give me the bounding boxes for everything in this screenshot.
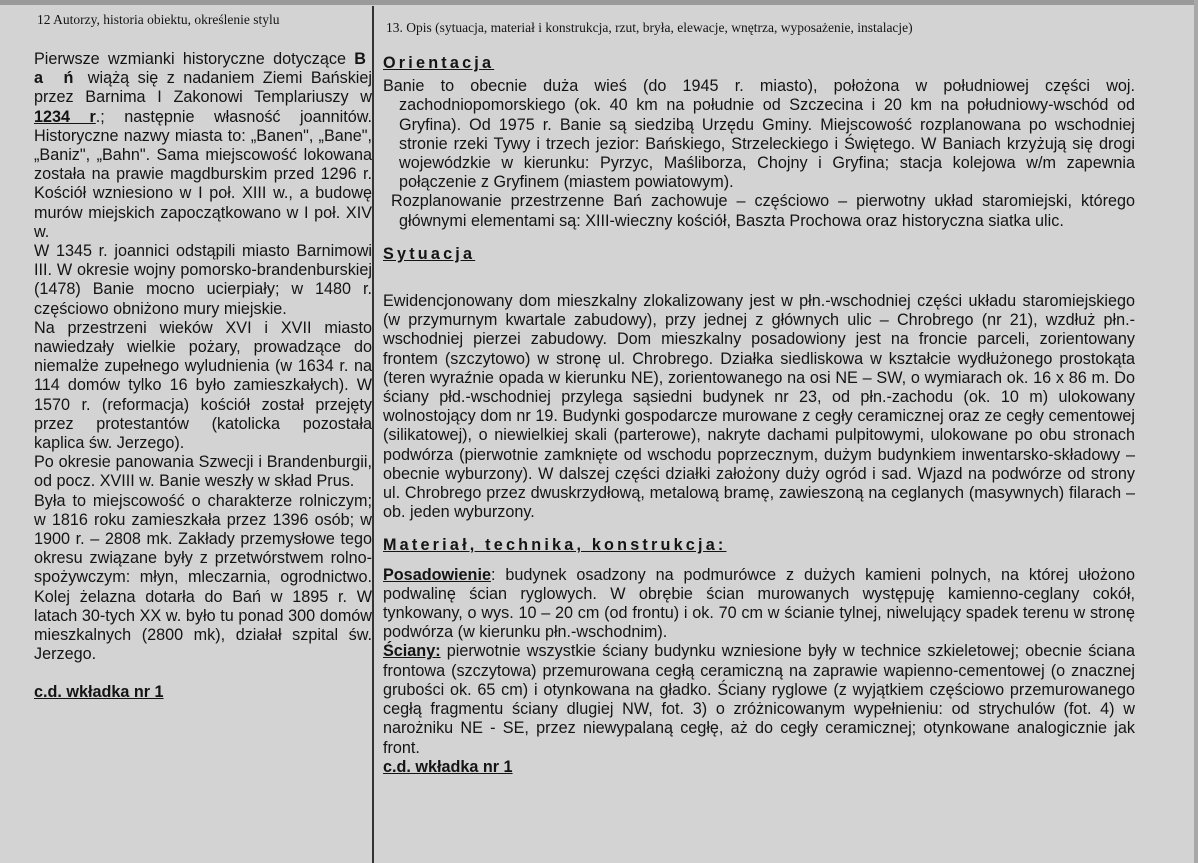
orientacja-paragraph-1: Banie to obecnie duża wieś (do 1945 r. miasto), położona w południowej części woj. zachodniopomorskiego (ok. 40 km na południe od Szczecina i 20 km na południowy-wschód od Gryfina). Od 1975 r. Banie są siedzibą Urzędu Gminy. Miejscowość rozplanowana po wschodniej stronie rzeki Tywy i trzech jezior: Bańskiego, Strzeleckiego i Świętego. W Baniach krzyżują się drogi wojewódzkie w kierunku: Pyrzyc, Maśliborza, Chojny i Gryfina; stacja kolejowa w/m zapewnia połączenie z Gryfinem (miastem powiatowym). [383, 77, 1135, 192]
sytuacja-paragraph: Ewidencjonowany dom mieszkalny zlokalizowany jest w płn.-wschodniej części układu staromiejskiego (w przymurnym kwartale zabudowy), przy jednej z głównych ulic – Chrobrego (nr 21), wzdłuż płn.-wschodniej pierzei zabudowy. Dom mieszkalny posadowiony jest na froncie parceli, zorientowany frontem (szczytowo) w stronę ul. Chrobrego. Działka siedliskowa w kształcie wydłużonego prostokąta (teren wyraźnie opada w kierunku NE), zorientowanego na osi NE – SW, o wymiarach ok. 16 x 86 m. Do ściany płd.-wschodniej przylega sąsiedni budynek nr 23, od płn.-zachodu (ok. 10 m) ulokowany wolnostojący dom nr 19. Budynki gospodarcze murowane z cegły ceramicznej oraz ze cegły cementowej (silikatowej), o niewielkiej skali (parterowe), nakryte dachami pulpitowymi, ulokowane po obu stronach podwórza (pierwotnie zamknięte od wschodu poprzecznym, dużym budynkiem inwentarsko-składowy – obecnie wyburzony). W dalszej części działki założony duży ogród i sad. Wjazd na podwórze od strony ul. Chrobrego przez dwuskrzydłową, metalową bramę, zawieszoną na ceglanych (masywnych) filarach – ob. jeden wyburzony. [383, 292, 1135, 522]
continued-note-right: c.d. wkładka nr 1 [383, 757, 513, 776]
continued-note-left: c.d. wkładka nr 1 [34, 682, 164, 701]
sciany-label: Ściany: [383, 642, 441, 661]
posadowienie-paragraph: Posadowienie: budynek osadzony na podmurówce z dużych kamieni polnych, na której ułożono podwalinę ścian ryglowych. W obrębie ścian murowanych występuję kamienno-ceglany cokół, tynkowany, o wys. 10 – 20 cm (od frontu) i ok. 70 cm w ścianie tylnej, niwelujący spadek terenu w stronę podwórza (w kierunku płn.-wschodnim). [383, 565, 1135, 642]
section-material-heading: Materiał, technika, konstrukcja: [383, 536, 727, 555]
sciany-paragraph: Ściany: pierwotnie wszystkie ściany budynku wzniesione były w technice szkieletowej; obecnie ściana frontowa (szczytowa) przemurowana cegłą ceramiczną na zaprawie wapienno-cementowej (o znacznej grubości ok. 65 cm) i otynkowana na gładko. Ściany ryglowe (z wyjątkiem częściowo przemurowanego cegłą fragmentu ściany dlugiej NW, fot. 3) o zróżnicowanym wypełnieniu: od strychulów (fot. 4) w narożniku NE - SE, przez niewypalaną cegłę, aż do cegły ceramicznej; otynkowane analogicznie jak front. [383, 642, 1135, 757]
scan-edge-top [0, 0, 1198, 5]
history-paragraph-4: Po okresie panowania Szwecji i Brandenburgii, od pocz. XVIII w. Banie weszły w skład Prus. [34, 453, 372, 491]
left-column-header: 12 Autorzy, historia obiektu, określenie stylu [37, 12, 280, 27]
right-column-header: 13. Opis (sytuacja, materiał i konstrukcja, rzut, bryła, elewacje, wnętrza, wyposażenie, instalacje) [386, 20, 913, 35]
history-paragraph-2: W 1345 r. joannici odstąpili miasto Barnimowi III. W okresie wojny pomorsko-brandenburskiej (1478) Banie mocno ucierpiały; w 1480 r. częściowo obniżono mury miejskie. [34, 242, 372, 318]
history-paragraph-1: Pierwsze wzmianki historyczne dotyczące B a ń wiążą się z nadaniem Ziemi Bańskiej przez Barnima I Zakonowi Templariuszy w 1234 r.; następnie własność joannitów. Historyczne nazwy miasta to: „Banen", „Bane", „Baniz", „Bahn". Sama miejscowość lokowana została na prawie magdburskim przed 1296 r. Kościół wzniesiono w I poł. XIII w., a budowę murów miejskich zapoczątkowano w I poł. XIV w. [34, 50, 373, 241]
description-column [383, 54, 1135, 777]
history-column [34, 50, 372, 702]
orientacja-paragraph-2: Rozplanowanie przestrzenne Bań zachowuje – częściowo – pierwotny układ staromiejski, którego głównymi elementami są: XIII-wieczny kościół, Baszta Prochowa oraz historyczna siatka ulic. [391, 192, 1135, 230]
section-orientacja-heading: Orientacja [383, 54, 495, 72]
column-divider [372, 6, 374, 863]
posadowienie-label: Posadowienie [383, 565, 491, 584]
section-sytuacja-heading: Sytuacja [383, 244, 476, 263]
year-highlight: 1234 r [34, 107, 96, 126]
scan-edge-right [1194, 0, 1198, 863]
history-paragraph-5: Była to miejscowość o charakterze rolniczym; w 1816 roku zamieszkała przez 1396 osób; w 1900 r. – 2808 mk. Zakłady przemysłowe tego okresu związane były z przetwórstwem rolno-spożywczym: młyn, mleczarnia, ogrodnictwo. Kolej żelazna dotarła do Bań w 1895 r. W latach 30-tych XX w. było tu ponad 300 domów mieszkalnych (2800 mk), działał szpital św. Jerzego. [34, 491, 372, 664]
town-name: B a ń [34, 50, 372, 88]
history-paragraph-3: Na przestrzeni wieków XVI i XVII miasto nawiedzały wielkie pożary, prowadzące do niemalże zupełnego wyludnienia (w 1634 r. na 114 domów tylko 16 było zamieszkałych). W 1570 r. (reformacja) kościół został przejęty przez protestantów (katolicka pozostała kaplica św. Jerzego). [34, 318, 372, 453]
